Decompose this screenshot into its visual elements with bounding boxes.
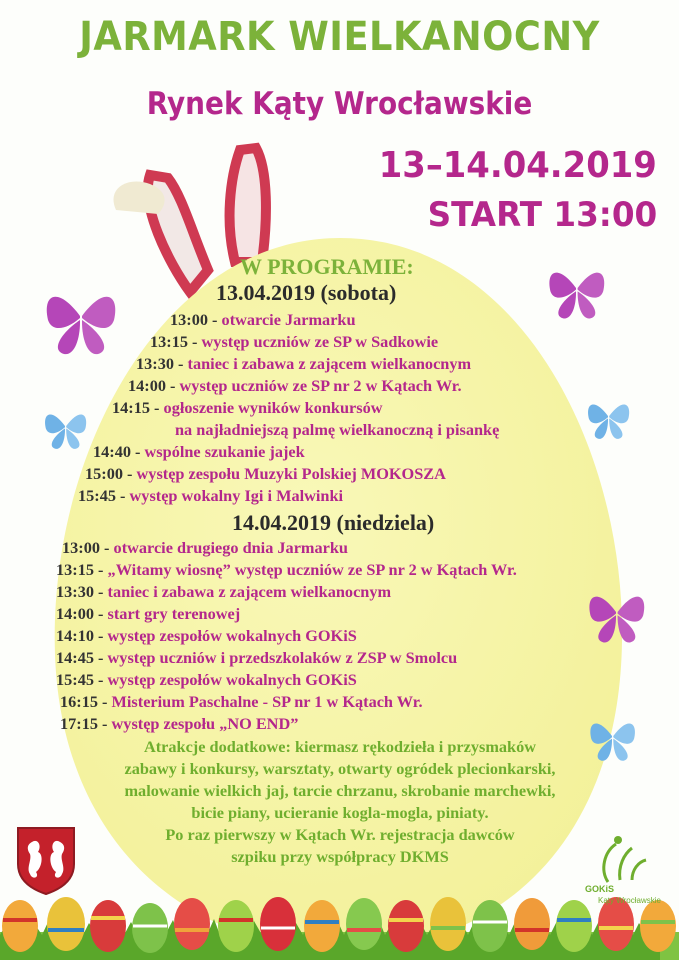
event-description: występ uczniów ze SP w Sadkowie xyxy=(201,332,439,351)
list-item: 15:00 - występ zespołu Muzyki Polskiej MOKOSZA xyxy=(85,464,446,483)
event-time: 14:45 xyxy=(56,648,94,667)
list-item: 15:45 - występ zespołów wokalnych GOKiS xyxy=(56,670,357,689)
list-item: 13:00 - otwarcie Jarmarku xyxy=(170,310,356,329)
event-description: na najładniejszą palmę wielkanoczną i pisankę xyxy=(175,420,500,439)
event-description: taniec i zabawa z zającem wielkanocnym xyxy=(187,354,472,373)
list-item xyxy=(175,420,499,440)
event-time: 15:45 xyxy=(56,670,94,689)
poster-subtitle: Rynek Kąty Wrocławskie xyxy=(146,86,533,122)
list-item: 13:30 - taniec i zabawa z zającem wielkanocnym xyxy=(56,582,392,601)
list-item: 13:00 - otwarcie drugiego dnia Jarmarku xyxy=(62,538,348,557)
event-description: taniec i zabawa z zającem wielkanocnym xyxy=(107,582,392,601)
list-item: 14:45 - występ uczniów i przedszkolaków z ZSP w Smolcu xyxy=(56,648,458,667)
additional-attractions xyxy=(60,736,620,868)
attractions-line: zabawy i konkursy, warsztaty, otwarty ogródek plecionkarski, xyxy=(124,759,556,778)
event-time: 13:00 xyxy=(62,538,100,557)
event-time: 13:30 xyxy=(136,354,174,373)
butterfly-icon xyxy=(549,273,604,319)
event-description: ogłoszenie wyników konkursów xyxy=(163,398,383,417)
list-item: 14:00 - start gry terenowej xyxy=(56,604,241,623)
event-description: występ wokalny Igi i Malwinki xyxy=(129,486,344,505)
event-description: otwarcie Jarmarku xyxy=(221,310,356,329)
event-time: 14:40 xyxy=(93,442,131,461)
attractions-line: malowanie wielkich jaj, tarcie chrzanu, skrobanie marchewki, xyxy=(124,781,556,800)
event-time: 14:10 xyxy=(56,626,94,645)
event-time: 13:30 xyxy=(56,582,94,601)
event-dates: 13–14.04.2019 xyxy=(378,145,657,186)
gokis-logo-place: Kąty Wrocławskie xyxy=(598,896,661,905)
event-description: występ zespołu „NO END” xyxy=(111,714,299,733)
event-time: 14:15 xyxy=(112,398,150,417)
event-description: start gry terenowej xyxy=(107,604,241,623)
event-time: 14:00 xyxy=(56,604,94,623)
event-description: „Witamy wiosnę” występ uczniów ze SP nr 2 w Kątach Wr. xyxy=(107,560,517,579)
list-item: 13:30 - taniec i zabawa z zającem wielkanocnym xyxy=(136,354,472,373)
attractions-line: Po raz pierwszy w Kątach Wr. rejestracja dawców xyxy=(165,825,515,844)
poster-title: JARMARK WIELKANOCNY xyxy=(79,14,600,60)
attractions-line: szpiku przy współpracy DKMS xyxy=(231,847,449,866)
program-heading: W PROGRAMIE: xyxy=(240,254,414,279)
list-item: 15:45 - występ wokalny Igi i Malwinki xyxy=(78,486,344,505)
list-item: 13:15 - występ uczniów ze SP w Sadkowie xyxy=(150,332,439,351)
event-time: 13:00 xyxy=(170,310,208,329)
butterfly-icon xyxy=(47,297,116,354)
list-item: 14:40 - wspólne szukanie jajek xyxy=(93,442,305,461)
list-item: 13:15 - „Witamy wiosnę” występ uczniów ze SP nr 2 w Kątach Wr. xyxy=(56,560,517,579)
list-item: 14:10 - występ zespołów wokalnych GOKiS xyxy=(56,626,357,645)
event-description: występ zespołu Muzyki Polskiej MOKOSZA xyxy=(136,464,446,483)
start-time: START 13:00 xyxy=(427,195,657,235)
attractions-line: bicie piany, ucieranie kogla-mogla, piniaty. xyxy=(191,803,489,822)
event-time: 13:15 xyxy=(150,332,188,351)
event-description: występ uczniów i przedszkolaków z ZSP w Smolcu xyxy=(107,648,458,667)
butterfly-icon xyxy=(588,404,629,438)
day-heading-saturday: 13.04.2019 (sobota) xyxy=(216,280,397,305)
event-description: otwarcie drugiego dnia Jarmarku xyxy=(113,538,348,557)
event-time: 13:15 xyxy=(56,560,94,579)
event-time: 17:15 xyxy=(60,714,98,733)
event-description: występ uczniów ze SP nr 2 w Kątach Wr. xyxy=(179,376,462,395)
event-description: wspólne szukanie jajek xyxy=(144,442,305,461)
day-heading-sunday: 14.04.2019 (niedziela) xyxy=(232,510,435,535)
event-description: Misterium Paschalne - SP nr 1 w Kątach Wr. xyxy=(111,692,423,711)
event-description: występ zespołów wokalnych GOKiS xyxy=(107,626,357,645)
butterfly-icon xyxy=(45,414,86,448)
list-item: 17:15 - występ zespołu „NO END” xyxy=(60,714,299,733)
event-description: występ zespołów wokalnych GOKiS xyxy=(107,670,357,689)
list-item: 16:15 - Misterium Paschalne - SP nr 1 w Kątach Wr. xyxy=(60,692,423,711)
event-time: 16:15 xyxy=(60,692,98,711)
list-item: 14:15 - ogłoszenie wyników konkursów xyxy=(112,398,383,417)
list-item: 14:00 - występ uczniów ze SP nr 2 w Kątach Wr. xyxy=(128,376,462,395)
event-time: 15:45 xyxy=(78,486,116,505)
event-time: 14:00 xyxy=(128,376,166,395)
gokis-logo-name: GOKiS xyxy=(585,884,615,894)
event-time: 15:00 xyxy=(85,464,123,483)
attractions-line: Atrakcje dodatkowe: kiermasz rękodzieła i przysmaków xyxy=(143,737,537,756)
